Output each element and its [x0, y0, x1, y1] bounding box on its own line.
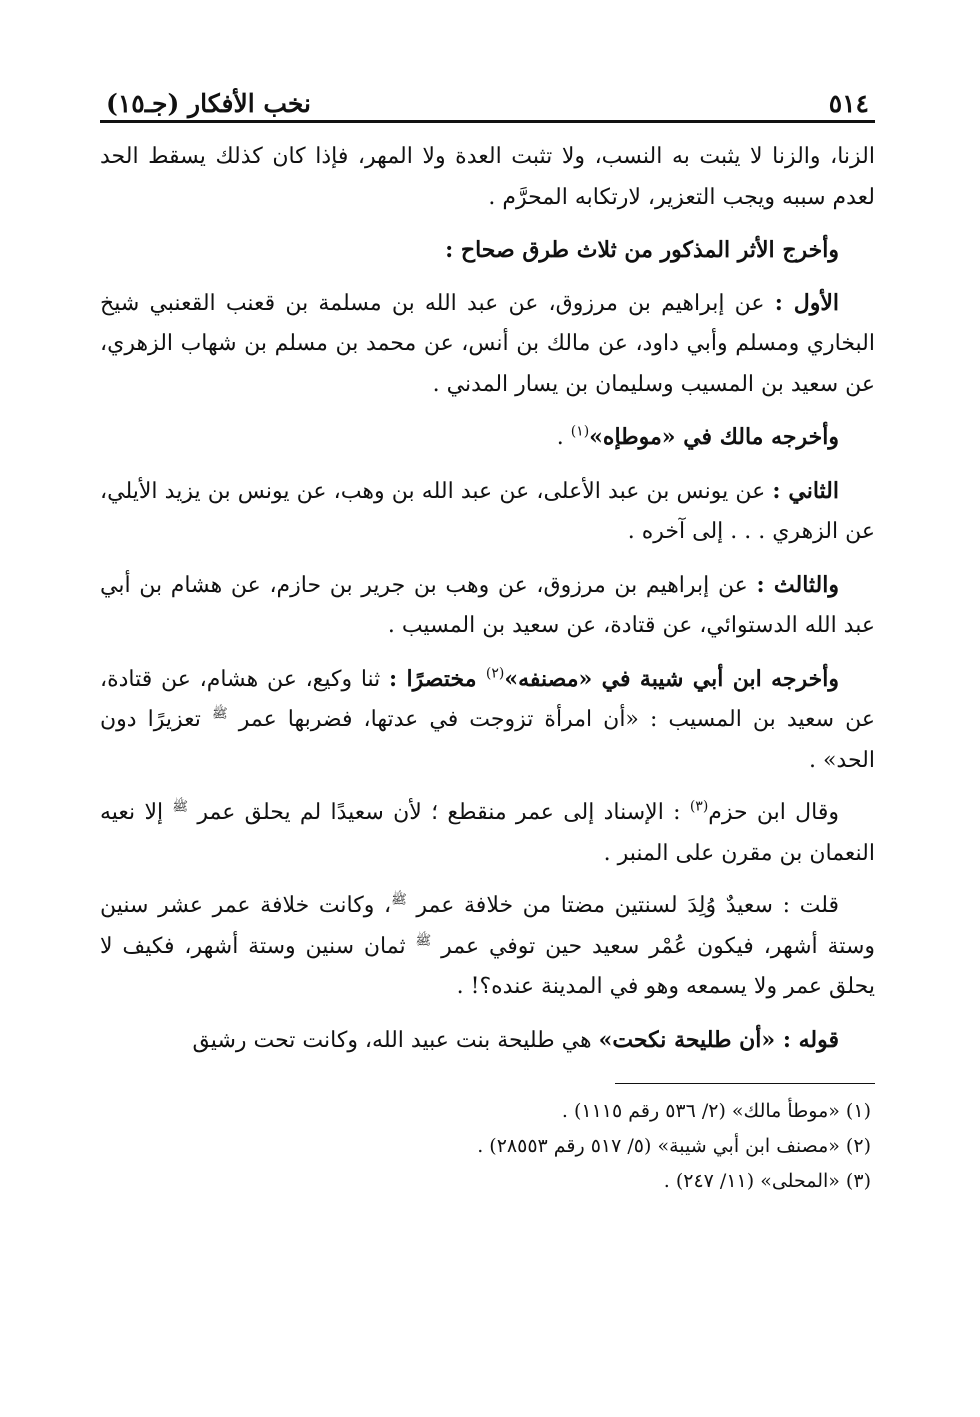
honorific-mark: ﷺ [211, 706, 228, 722]
paragraph-9 [100, 886, 875, 1008]
paragraph-5-lead: الثاني : [772, 477, 839, 504]
paragraph-1 [100, 137, 875, 218]
page-header [100, 74, 875, 118]
paragraph-8 [100, 793, 875, 874]
paragraph-6-text: عن إبراهيم بن مرزوق، عن وهب بن جرير بن حازم، عن هشام بن أبي عبد الله الدستوائي، عن قتادة، عن سعيد بن المسيب . [100, 572, 875, 638]
page-number: ٥١٤ [828, 89, 869, 118]
paragraph-8-text-c: إلا نعيه النعمان بن مقرن على المنبر . [100, 800, 875, 866]
paragraph-5-text: عن يونس بن عبد الأعلى، عن عبد الله بن وهب، عن يونس بن يزيد الأيلي، عن الزهري . . . إلى آخره . [100, 478, 875, 544]
honorific-mark: ﷺ [415, 933, 432, 949]
paragraph-9-text-c: ثمان سنين وستة أشهر، فكيف لا يحلق عمر ولا يسمعه وهو في المدينة عنده؟! . [100, 933, 875, 999]
footnote-ref-2: (٢) [485, 665, 505, 682]
honorific-mark: ﷺ [172, 799, 189, 815]
honorific-mark: ﷺ [391, 892, 407, 908]
paragraph-3-lead: الأول : [774, 289, 839, 316]
footnote-3: (٣) «المحلى» (١١/ ٢٤٧) . [663, 1170, 871, 1192]
footnote-2: (٢) «مصنف ابن أبي شيبة» (٥/ ٥١٧ رقم ٢٨٥٥٣) . [477, 1135, 871, 1157]
paragraph-6-lead: والثالث : [756, 571, 839, 598]
paragraph-10-text: هي طليحة بنت عبيد الله، وكانت تحت رشيق [192, 1027, 599, 1053]
paragraph-7-lead-2: مختصرًا : [389, 665, 486, 692]
footnote-ref-1: (١) [570, 423, 590, 440]
book-page [100, 74, 875, 1199]
paragraph-7-text-2: تعزيرًا دون الحد» . [100, 707, 875, 773]
paragraph-10 [100, 1020, 875, 1062]
footnote-ref-3: (٣) [689, 798, 709, 815]
paragraph-7-lead: وأخرجه ابن أبي شيبة في «مصنفه» [504, 665, 839, 692]
header-rule [100, 120, 875, 123]
paragraph-6 [100, 565, 875, 647]
paragraph-3-text: عن إبراهيم بن مرزوق، عن عبد الله بن مسلمة بن قعنب القعنبي شيخ البخاري ومسلم وأبي داود، عن مالك بن أنس، عن محمد بن مسلم بن شهاب الزهري، عن سعيد بن المسيب وسليمان بن يسار المدني . [100, 290, 875, 397]
paragraph-4 [100, 417, 875, 459]
footnote-separator [615, 1083, 875, 1084]
paragraph-4-end: . [556, 425, 571, 450]
footnote-1: (١) «موطأ مالك» (٢/ ٥٣٦ رقم ١١١٥) . [561, 1100, 871, 1122]
paragraph-10-lead: قوله : «أن طليحة نكحت» [598, 1026, 839, 1053]
paragraph-7 [100, 659, 875, 782]
paragraph-1-text: الزنا، والزنا لا يثبت به النسب، ولا تثبت العدة ولا المهر، فإذا كان كذلك يسقط الحد لعدم سببه ويجب التعزير، لارتكابه المحرَّم . [100, 144, 875, 210]
paragraph-5 [100, 471, 875, 553]
main-text [100, 137, 875, 1061]
paragraph-3 [100, 283, 875, 406]
footnotes [100, 1094, 875, 1199]
paragraph-9-text-b: ، وكانت خلافة عمر عشر سنين وستة أشهر، فيكون عُمْر سعيد حين توفي عمر [100, 893, 876, 959]
paragraph-7-text: ثنا وكيع، عن هشام، عن قتادة، عن سعيد بن المسيب : «أن امرأة تزوجت في عدتها، فضربها عمر [100, 666, 875, 732]
paragraph-2 [100, 230, 875, 271]
paragraph-2-text: وأخرج الأثر المذكور من ثلاث طرق صحاح : [445, 237, 839, 263]
running-title: نخب الأفكار (جـ١٥) [106, 89, 312, 118]
paragraph-4-text: وأخرجه مالك في «موطإه» [589, 424, 839, 450]
paragraph-9-text-a: قلت : سعيدٌ وُلِدَ لسنتين مضتا من خلافة عمر [406, 893, 839, 918]
paragraph-8-text-a: وقال ابن حزم [708, 800, 839, 825]
paragraph-8-text-b: : الإسناد إلى عمر منقطع ؛ لأن سعيدًا لم يحلق عمر [188, 800, 690, 825]
